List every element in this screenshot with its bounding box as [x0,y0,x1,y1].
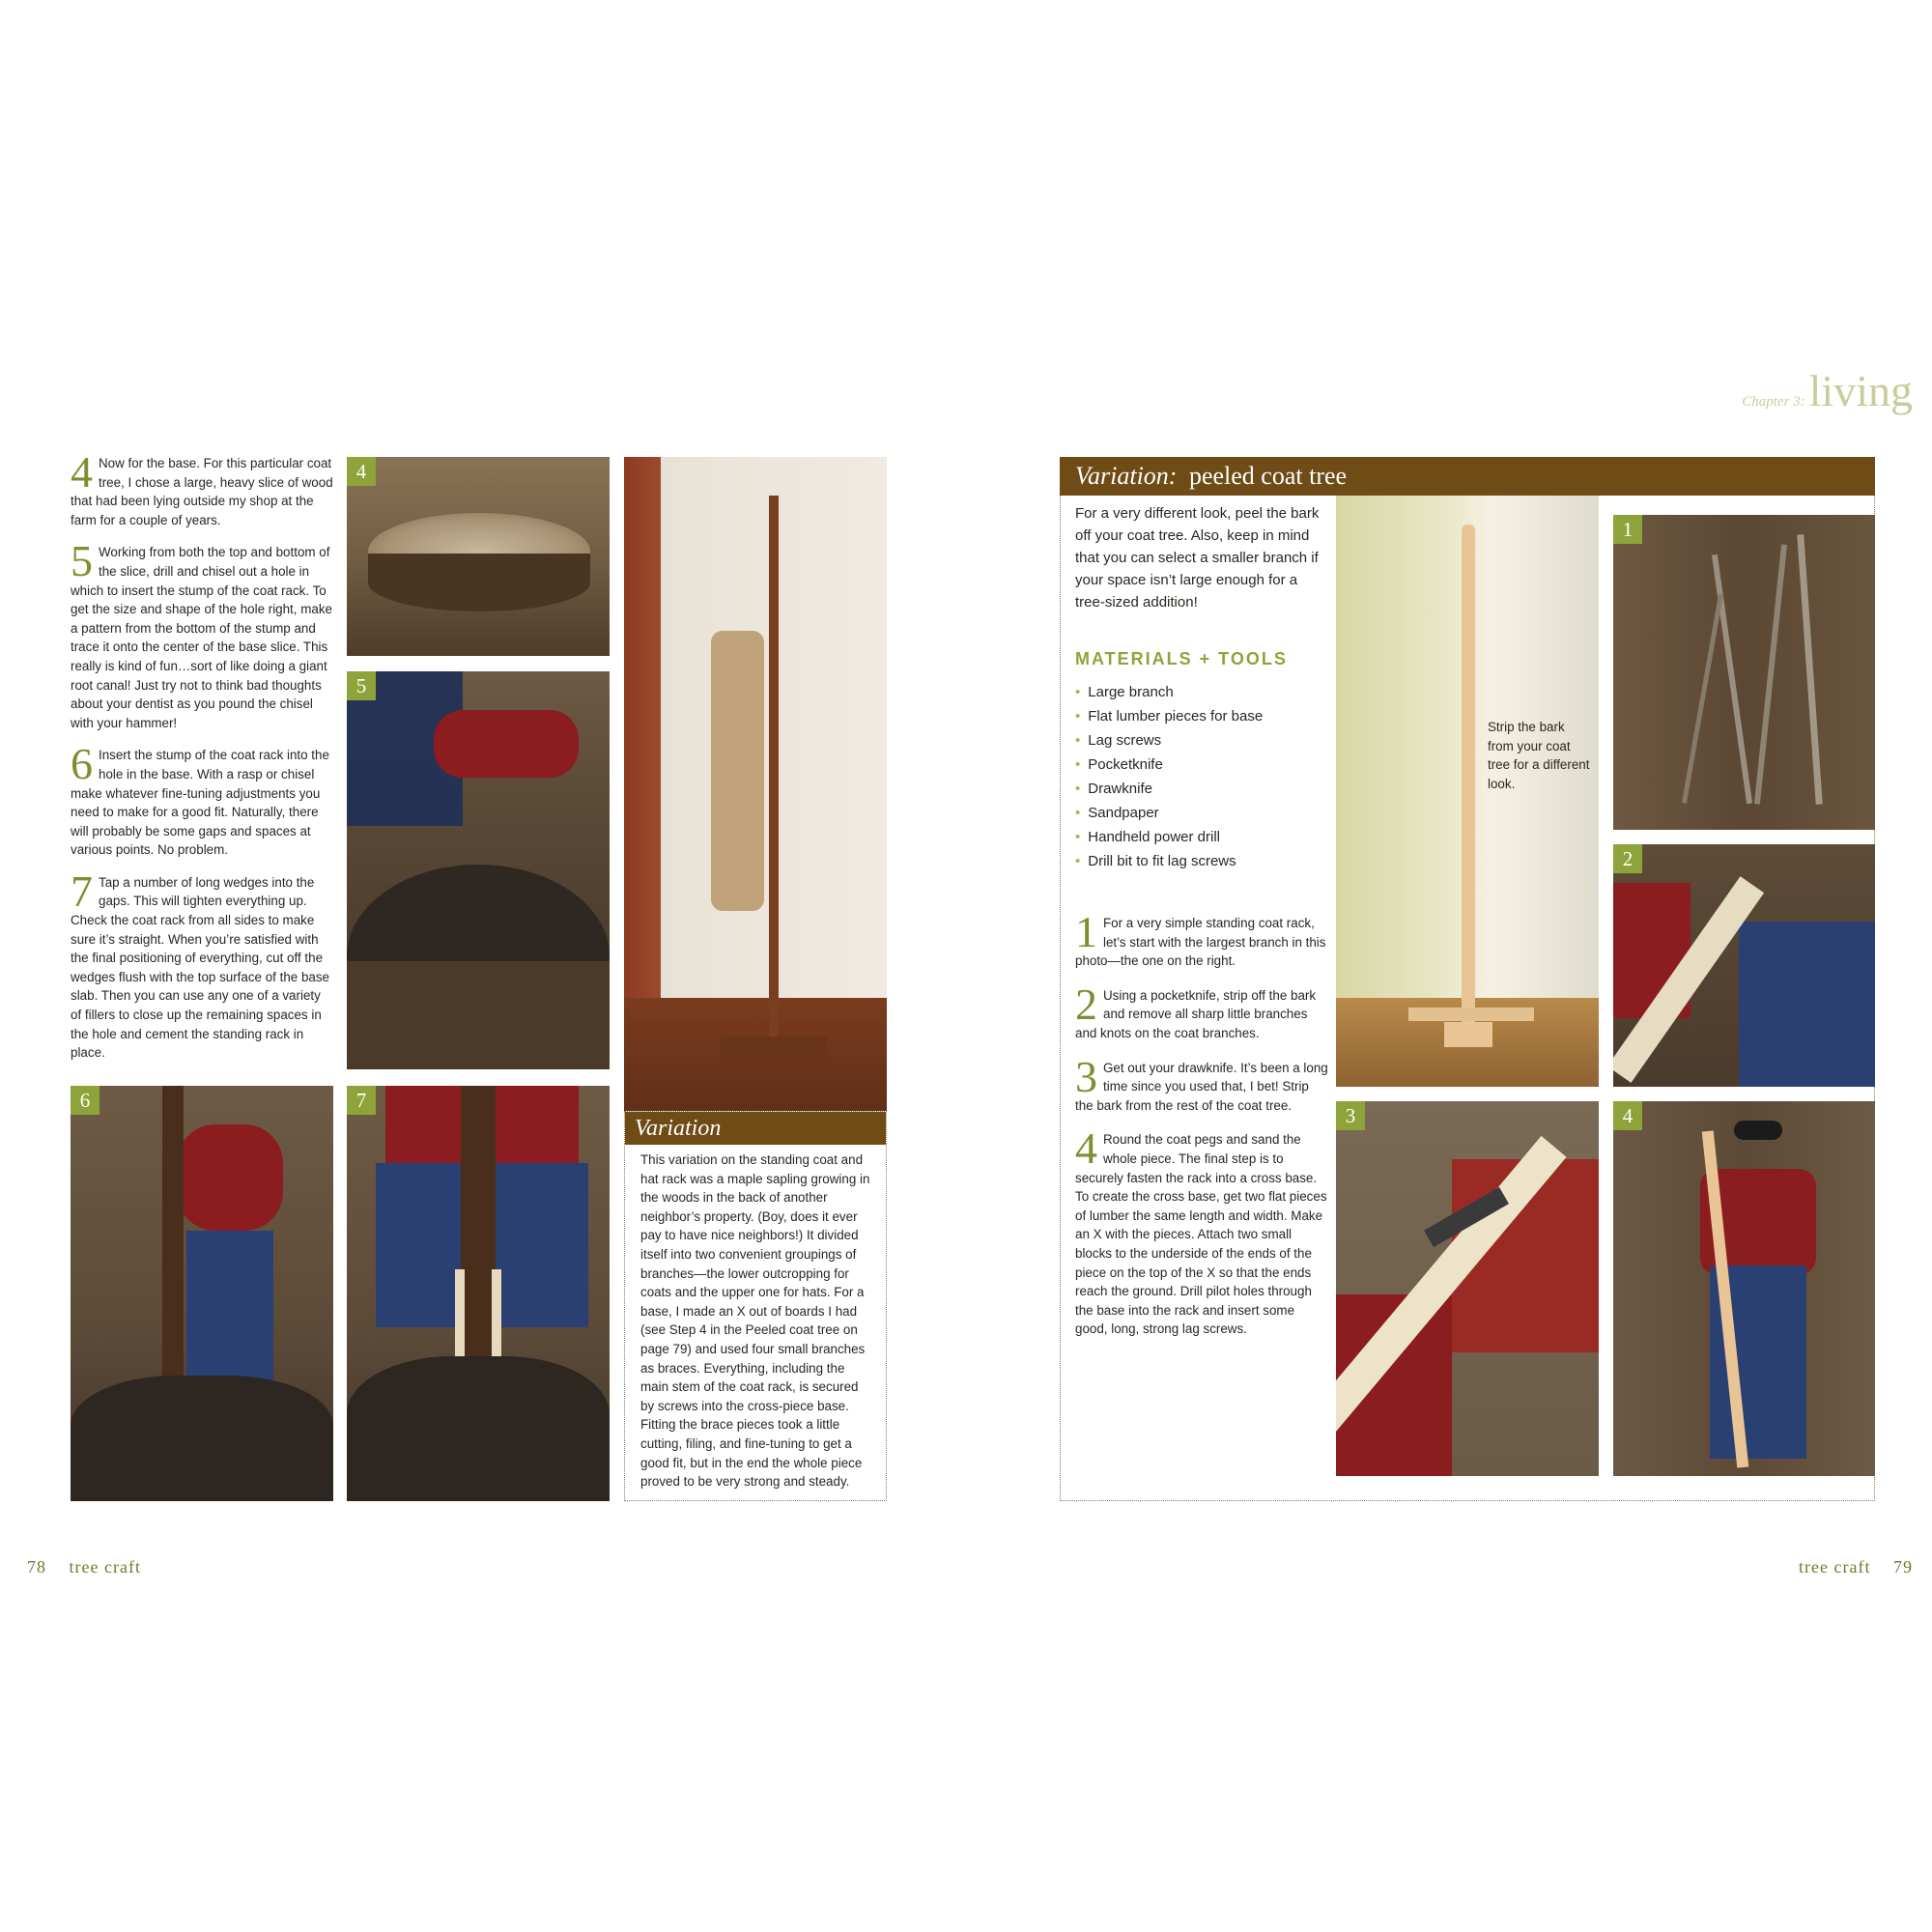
material-item: • Drawknife [1075,781,1152,797]
photo-caption: Strip the bark from your coat tree for a different look. [1488,720,1590,791]
step-badge: 2 [1613,844,1642,873]
running-header [1729,365,1913,416]
step-number: 1 [1075,907,1097,956]
step-badge: 7 [347,1086,376,1115]
material-item: • Drill bit to fit lag screws [1075,853,1236,869]
photo-coat-tree [624,457,887,1143]
step-badge: 5 [347,671,376,700]
page-number: 79 [1893,1557,1913,1577]
step-text: Round the coat pegs and sand the whole piece. The final step is to securely fasten the rack into a cross base. To create the cross base, get two flat pieces of lumber the same length and width. Make an X with the pieces. Attach two small blocks to the underside of the ends of the piece on the top of the X so that the ends reach the ground. Drill pilot holes through the base into the rack and insert some good, long, strong lag screws. [1075,1132,1327,1337]
step-text: Get out your drawknife. It’s been a long time since you used that, I bet! Strip the bark from the rest of the coat tree. [1075,1060,1328,1113]
left-step-5 [71,536,333,732]
variation-header-bar [1060,457,1875,496]
step-text: Now for the base. For this particular coat tree, I chose a large, heavy slice of wood that had been lying outside my shop at the farm for a couple of years. [71,456,333,527]
left-folio [27,1557,141,1577]
step-text: Tap a number of long wedges into the gaps. This will tighten everything up. Check the coat rack from all sides to make sure it’s straight. When you’re satisfied with the final positioning of everything, cut off the wedges flush with the top surface of the base slab. Then you can use any one of a variety of fillers to close up the remaining spaces in the hole and cement the standing rack in place. [71,874,329,1061]
photo-peel-step-1 [1613,515,1875,830]
materials-list [1075,680,1326,873]
photo-peel-step-2 [1613,844,1875,1087]
photo-step-4 [347,457,610,656]
step-text: Insert the stump of the coat rack into the hole in the base. With a rasp or chisel make whatever fine-tuning adjustments you need to make for a good fit. Naturally, there will probably be some gaps and spaces at various points. No problem. [71,748,329,858]
photo-step-6 [71,1086,333,1501]
variation-title-bar [625,1112,886,1145]
book-title: tree craft [69,1557,141,1577]
right-step-2 [1075,979,1328,1043]
material-item: • Large branch [1075,684,1174,700]
step-badge: 3 [1336,1101,1365,1130]
variation-title: Variation [635,1116,722,1141]
step-number: 5 [71,536,93,586]
material-item: • Flat lumber pieces for base [1075,708,1264,724]
page-number: 78 [27,1557,46,1577]
right-folio [1748,1557,1913,1577]
step-badge: 1 [1613,515,1642,544]
header-script: Variation: [1075,462,1178,490]
chapter-label: Chapter 3: [1742,394,1805,410]
left-step-4 [71,447,333,529]
right-step-4 [1075,1123,1328,1339]
material-item: • Handheld power drill [1075,829,1221,845]
step-badge: 4 [347,457,376,486]
step-number: 7 [71,866,93,916]
left-step-7 [71,866,333,1063]
step-number: 2 [1075,979,1097,1029]
book-title: tree craft [1799,1557,1871,1577]
photo-peel-step-4 [1613,1101,1875,1476]
step-badge: 6 [71,1086,99,1115]
photo-step-5 [347,671,610,1069]
step-badge: 4 [1613,1101,1642,1130]
material-item: • Lag screws [1075,732,1162,749]
right-step-3 [1075,1051,1328,1116]
step-number: 4 [1075,1123,1097,1174]
variation-text: This variation on the standing coat and hat rack was a maple sapling growing in the woods in the back of another neighbor’s property. (Boy, does it ever pay to have nice neighbors!) It divided itself into two convenient groupings of branches—the lower outcropping for coats and the upper one for hats. For a base, I made an X out of boards I had (see Step 4 in the Peeled coat tree on page 79) and used four small branches as braces. Everything, including the main stem of the coat rack, is secured by screws into the cross-piece base. Fitting the brace pieces took a little cutting, filing, and fine-tuning to get a good fit, but in the end the whole piece proved to be very strong and steady. [640,1152,870,1490]
step-text: Using a pocketknife, strip off the bark and remove all sharp little branches and knots on the coat branches. [1075,987,1317,1040]
photo-step-7 [347,1086,610,1501]
material-item: • Pocketknife [1075,756,1163,773]
left-steps-column [71,447,333,1063]
materials-title: MATERIALS + TOOLS [1075,649,1288,668]
right-steps-column [1075,907,1328,1339]
step-number: 4 [71,447,93,497]
right-step-1 [1075,907,1328,971]
photo-peeled-tree [1336,496,1599,1087]
material-item: • Sandpaper [1075,805,1159,821]
photo-peel-step-3 [1336,1101,1599,1476]
step-number: 6 [71,739,93,789]
variation-box [624,1111,887,1501]
step-text: Working from both the top and bottom of the slice, drill and chisel out a hole in which to insert the stump of the coat rack. To get the size and shape of the hole right, make a pattern from the bottom of the stump and trace it onto the center of the base slice. This really is kind of fun…sort of like doing a giant root canal! Just try not to think bad thoughts about your dentist as you pound the chisel with your hammer! [71,545,332,730]
intro-text: For a very different look, peel the bark off your coat tree. Also, keep in mind that you can select a smaller branch if your space isn’t large enough for a tree-sized addition! [1075,505,1320,611]
chapter-title: living [1808,366,1913,415]
step-number: 3 [1075,1051,1097,1101]
step-text: For a very simple standing coat rack, let’s start with the largest branch in this photo—the one on the right. [1075,916,1326,969]
header-title: peeled coat tree [1188,462,1348,490]
left-step-6 [71,739,333,860]
